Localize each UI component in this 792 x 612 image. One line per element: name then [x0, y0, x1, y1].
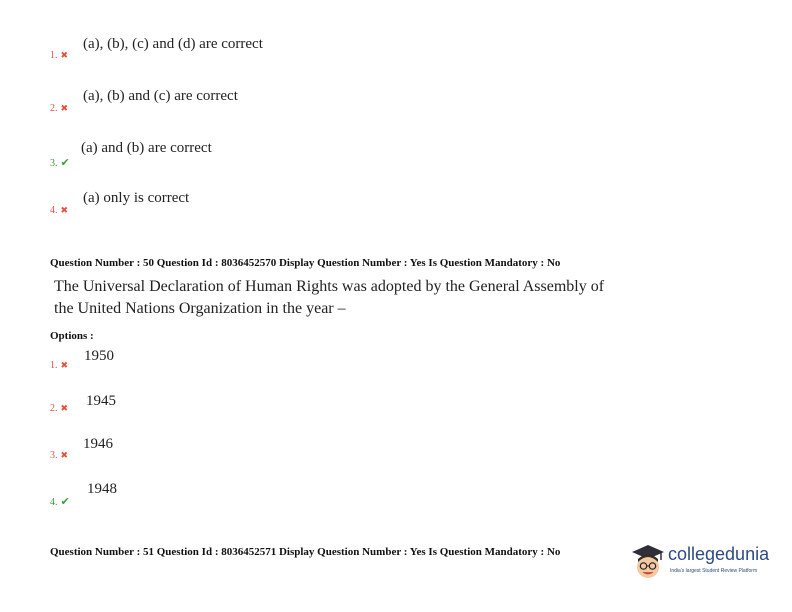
student-mascot-icon	[628, 540, 668, 584]
logo-wordmark: collegedunia	[668, 544, 770, 564]
option-text: 1946	[83, 436, 113, 452]
option-number: 2. ✖	[50, 103, 69, 114]
question-50-text	[54, 276, 654, 320]
option-number: 3. ✔	[50, 157, 70, 169]
option-text: (a) only is correct	[83, 190, 190, 206]
wrong-mark-icon: ✖	[60, 103, 69, 113]
option-number: 2. ✖	[50, 403, 69, 414]
check-mark-icon: ✔	[60, 157, 70, 169]
question-text-line-2: the United Nations Organization in the year –	[54, 300, 346, 317]
option-text: 1950	[84, 348, 114, 364]
options-label: Options :	[50, 330, 94, 342]
question-text-line-1: The Universal Declaration of Human Rights was adopted by the General Assembly of	[54, 278, 605, 295]
option-text: 1945	[86, 393, 116, 409]
option-text: 1948	[87, 481, 117, 497]
option-number: 4. ✔	[50, 496, 70, 508]
option-number: 3. ✖	[50, 450, 69, 461]
wrong-mark-icon: ✖	[60, 50, 69, 60]
question-50-header: Question Number : 50 Question Id : 8036452570 Display Question Number : Yes Is Question Mandatory : No	[50, 257, 561, 269]
option-number: 1. ✖	[50, 360, 69, 371]
option-text: (a) and (b) are correct	[81, 140, 212, 156]
wrong-mark-icon: ✖	[60, 403, 69, 413]
option-number: 4. ✖	[50, 205, 69, 216]
collegedunia-logo	[628, 540, 778, 584]
wrong-mark-icon: ✖	[60, 450, 69, 460]
logo-tagline: India's largest Student Review Platform	[670, 568, 758, 574]
wrong-mark-icon: ✖	[60, 205, 69, 215]
option-text: (a), (b) and (c) are correct	[83, 88, 238, 104]
wrong-mark-icon: ✖	[60, 360, 69, 370]
option-number: 1. ✖	[50, 50, 69, 61]
check-mark-icon: ✔	[60, 496, 70, 508]
option-text: (a), (b), (c) and (d) are correct	[83, 36, 263, 52]
question-51-header: Question Number : 51 Question Id : 8036452571 Display Question Number : Yes Is Question Mandatory : No	[50, 546, 561, 558]
